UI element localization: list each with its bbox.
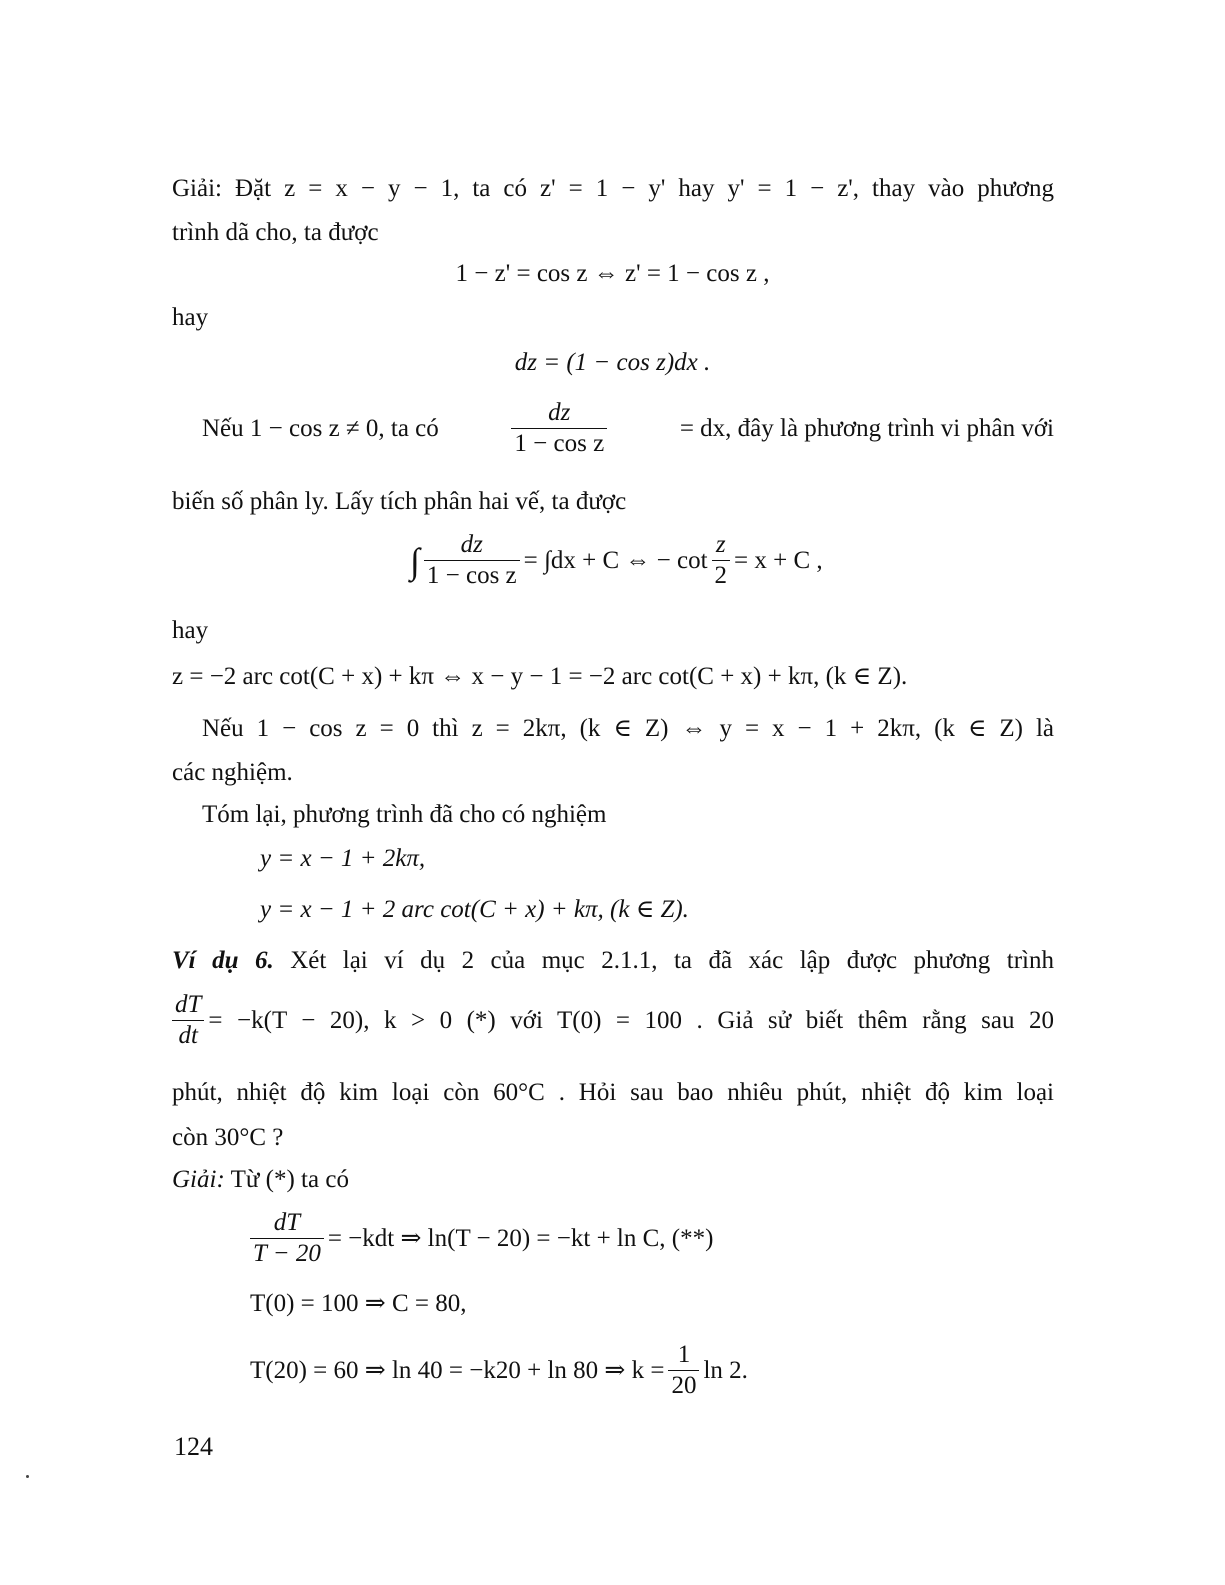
fraction-dt: dt (178, 1022, 198, 1049)
example-6-heading (172, 944, 1054, 978)
equation-ln (250, 1208, 713, 1269)
text-line-hay-2: hay (172, 617, 209, 644)
text-line-6 (202, 398, 1054, 459)
solution-label: Giải: (172, 1166, 225, 1193)
fraction-dz-over-1-cos-z (511, 398, 607, 459)
fraction-dT: dT (172, 990, 204, 1021)
integral-fraction (424, 530, 520, 591)
example-label: Ví dụ 6. (172, 947, 274, 974)
text-line-13: Tóm lại, phương trình đã cho có nghiệm (202, 801, 607, 828)
solution-line-1: y = x − 1 + 2kπ, (260, 845, 426, 872)
solution-line-2: y = x − 1 + 2 arc cot(C + x) + kπ, (k ∈ Z). (260, 896, 689, 923)
text-line-19: còn 30°C ? (172, 1124, 284, 1151)
fraction-20: 20 (671, 1372, 697, 1399)
equation-T20-right: ln 2. (703, 1356, 748, 1384)
text-line-20 (172, 1163, 349, 1197)
text-line-17-post: = −k(T − 20), k > 0 (*) với T(0) = 100 . Giả sử biết thêm rằng sau 20 (208, 1006, 1054, 1034)
cot-fraction-denominator: 2 (714, 562, 728, 589)
fraction-dT-dt (172, 990, 204, 1051)
fraction-dT-over-T-20 (250, 1208, 324, 1269)
equation-ln-right: = −kdt ⇒ ln(T − 20) = −kt + ln C, (**) (327, 1224, 714, 1252)
fraction-numerator: dz (511, 398, 607, 429)
equation-T20 (250, 1340, 748, 1401)
text-line-12: các nghiệm. (172, 759, 293, 786)
integral-middle: = ∫dx + C ⇔ − cot (523, 546, 708, 574)
cot-fraction-numerator: z (712, 530, 731, 561)
equation-T0: T(0) = 100 ⇒ C = 80, (250, 1290, 467, 1317)
equation-general-solution: z = −2 arc cot(C + x) + kπ ⇔ x − y − 1 = −2 arc cot(C + x) + kπ, (k ∈ Z). (172, 663, 908, 690)
text-line-6-pre: Nếu 1 − cos z ≠ 0, ta có (202, 414, 439, 442)
text-line-2: trình dã cho, ta được (172, 219, 379, 246)
text-line-11: Nếu 1 − cos z = 0 thì z = 2kπ, (k ∈ Z) ⇔ y = x − 1 + 2kπ, (k ∈ Z) là (202, 715, 1054, 742)
equation-T20-left: T(20) = 60 ⇒ ln 40 = −k20 + ln 80 ⇒ k = (250, 1356, 665, 1384)
fraction-dT-numerator: dT (250, 1208, 324, 1239)
integral-fraction-numerator: dz (424, 530, 520, 561)
integral-sign: ∫ (410, 540, 420, 581)
page-number: 124 (174, 1432, 213, 1461)
fraction-1-over-20 (668, 1340, 699, 1401)
text-line-17 (172, 990, 1054, 1051)
equation-1: 1 − z' = cos z ⇔ z' = 1 − cos z , (455, 260, 770, 287)
solution-intro: Từ (*) ta có (224, 1166, 349, 1193)
fraction-denominator: 1 − cos z (514, 430, 605, 457)
integral-fraction-denominator: 1 − cos z (426, 562, 517, 589)
text-line-6-post: = dx, đây là phương trình vi phân với (679, 414, 1054, 442)
fraction-1: 1 (668, 1340, 699, 1371)
integral-right: = x + C , (734, 546, 823, 574)
text-line-18: phút, nhiệt độ kim loại còn 60°C . Hỏi sau bao nhiêu phút, nhiệt độ kim loại (172, 1079, 1054, 1106)
equation-2: dz = (1 − cos z)dx . (514, 349, 711, 376)
text-line-1: Giải: Đặt z = x − y − 1, ta có z' = 1 − y' hay y' = 1 − z', thay vào phương (172, 175, 1054, 202)
cot-fraction (712, 530, 731, 591)
text-line-hay-1: hay (172, 304, 209, 331)
equation-integral (410, 530, 823, 591)
example-text: Xét lại ví dụ 2 của mục 2.1.1, ta đã xác lập được phương trình (273, 947, 1054, 974)
scan-speck (26, 1475, 29, 1478)
text-line-7: biến số phân ly. Lấy tích phân hai vế, ta được (172, 488, 627, 515)
fraction-T-20-denominator: T − 20 (253, 1240, 321, 1267)
